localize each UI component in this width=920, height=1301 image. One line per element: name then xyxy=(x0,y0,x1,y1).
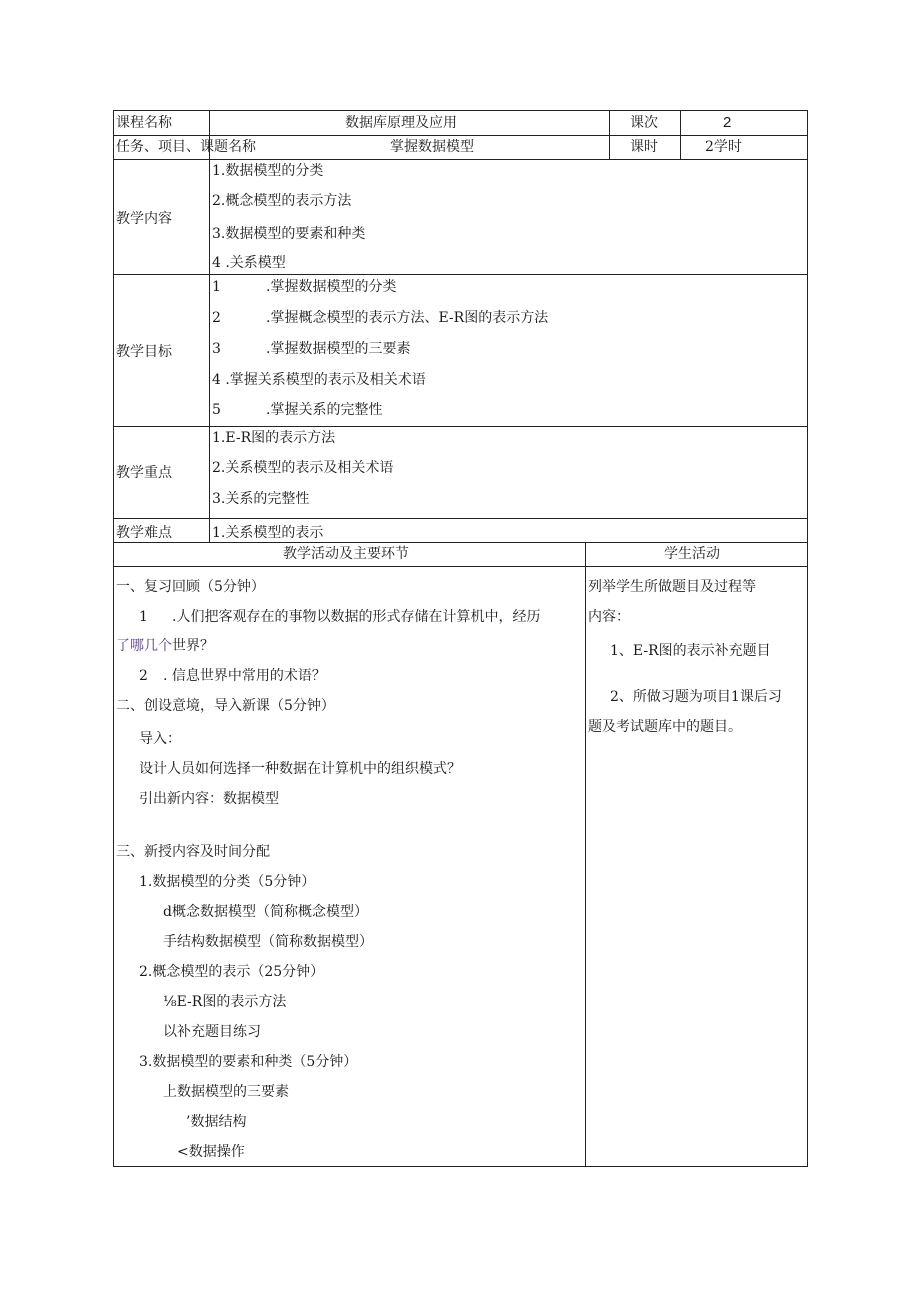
subtopic-item: 上数据模型的三要素 xyxy=(163,1084,289,1100)
content-label: 教学内容 xyxy=(116,211,172,227)
intro-label: 导入： xyxy=(139,731,181,747)
goal-text: .掌握关系的完整性 xyxy=(266,402,383,418)
content-item: 1.数据模型的分类 xyxy=(212,163,324,179)
subtopic-detail: ’数据结构 xyxy=(186,1114,247,1130)
lesson-no-value: 2 xyxy=(723,114,732,131)
student-activities-header: 学生活动 xyxy=(664,546,720,562)
student-activity-line: 2、所做习题为项目1课后习 xyxy=(610,689,782,705)
subtopic-item: 以补充题目练习 xyxy=(163,1024,261,1040)
goal-text: .掌握概念模型的表示方法、E-R图的表示方法 xyxy=(266,310,549,326)
question-num: 2 xyxy=(139,668,148,684)
hours-label: 课时 xyxy=(630,139,658,155)
activities-header: 教学活动及主要环节 xyxy=(283,546,409,562)
question-text: . 信息世界中常用的术语？ xyxy=(163,668,326,684)
intro-new-content: 引出新内容：数据模型 xyxy=(139,791,279,807)
content-item: 2.概念模型的表示方法 xyxy=(212,193,352,209)
intro-question: 设计人员如何选择一种数据在计算机中的组织模式？ xyxy=(139,761,461,777)
keypoint-item: 1.E-R图的表示方法 xyxy=(212,430,336,446)
student-activity-line: 题及考试题库中的题目。 xyxy=(588,719,742,735)
student-activity-line: 列举学生所做题目及过程等 xyxy=(588,579,756,595)
content-item: 3.数据模型的要素和种类 xyxy=(212,226,366,242)
course-name-label: 课程名称 xyxy=(116,115,172,131)
section-new-content: 三、新授内容及时间分配 xyxy=(116,844,270,860)
question-text: .人们把客观存在的事物以数据的形式存储在计算机中，经历 xyxy=(172,609,541,625)
hours-value: 2学时 xyxy=(705,139,742,155)
subtopic-item: d概念数据模型（简称概念模型） xyxy=(163,904,368,920)
goal-num: 2 xyxy=(212,310,221,326)
topic-item: 2.概念模型的表示（25分钟） xyxy=(139,964,325,980)
goal-num: 3 xyxy=(212,341,221,357)
subtopic-detail: <数据操作 xyxy=(177,1144,245,1160)
course-name-value: 数据库原理及应用 xyxy=(345,115,457,131)
section-review: 一、复习回顾（5分钟） xyxy=(116,579,265,595)
difficulty-item: 1.关系模型的表示 xyxy=(212,525,324,541)
goal-text: .掌握数据模型的三要素 xyxy=(266,341,411,357)
topic-item: 3.数据模型的要素和种类（5分钟） xyxy=(139,1054,358,1070)
topic-item: 1.数据模型的分类（5分钟） xyxy=(139,874,316,890)
goal-text: 4 .掌握关系模型的表示及相关术语 xyxy=(212,372,426,388)
student-activity-line: 1、E-R图的表示补充题目 xyxy=(610,643,771,659)
keypoints-label: 教学重点 xyxy=(116,465,172,481)
student-activity-line: 内容： xyxy=(588,609,630,625)
question-num: 1 xyxy=(139,609,148,625)
question-text-highlight: 了哪几个 xyxy=(116,638,172,654)
goals-label: 教学目标 xyxy=(116,344,172,360)
goal-num: 5 xyxy=(212,402,221,418)
question-text-tail: 世界？ xyxy=(172,638,214,654)
question-text-cont xyxy=(116,637,214,655)
difficulty-label: 教学难点 xyxy=(116,525,172,541)
content-item: 4 .关系模型 xyxy=(212,255,286,271)
task-label: 任务、项目、课题名称 xyxy=(116,139,256,155)
goal-text: .掌握数据模型的分类 xyxy=(266,279,397,295)
subtopic-item: ⅛E-R图的表示方法 xyxy=(163,994,287,1010)
goal-num: 1 xyxy=(212,279,221,295)
task-name-value: 掌握数据模型 xyxy=(390,139,474,155)
keypoint-item: 2.关系模型的表示及相关术语 xyxy=(212,460,394,476)
section-intro: 二、创设意境，导入新课（5分钟） xyxy=(116,698,335,714)
lesson-no-label: 课次 xyxy=(630,115,658,131)
keypoint-item: 3.关系的完整性 xyxy=(212,491,310,507)
subtopic-item: 手结构数据模型（简称数据模型） xyxy=(163,934,373,950)
